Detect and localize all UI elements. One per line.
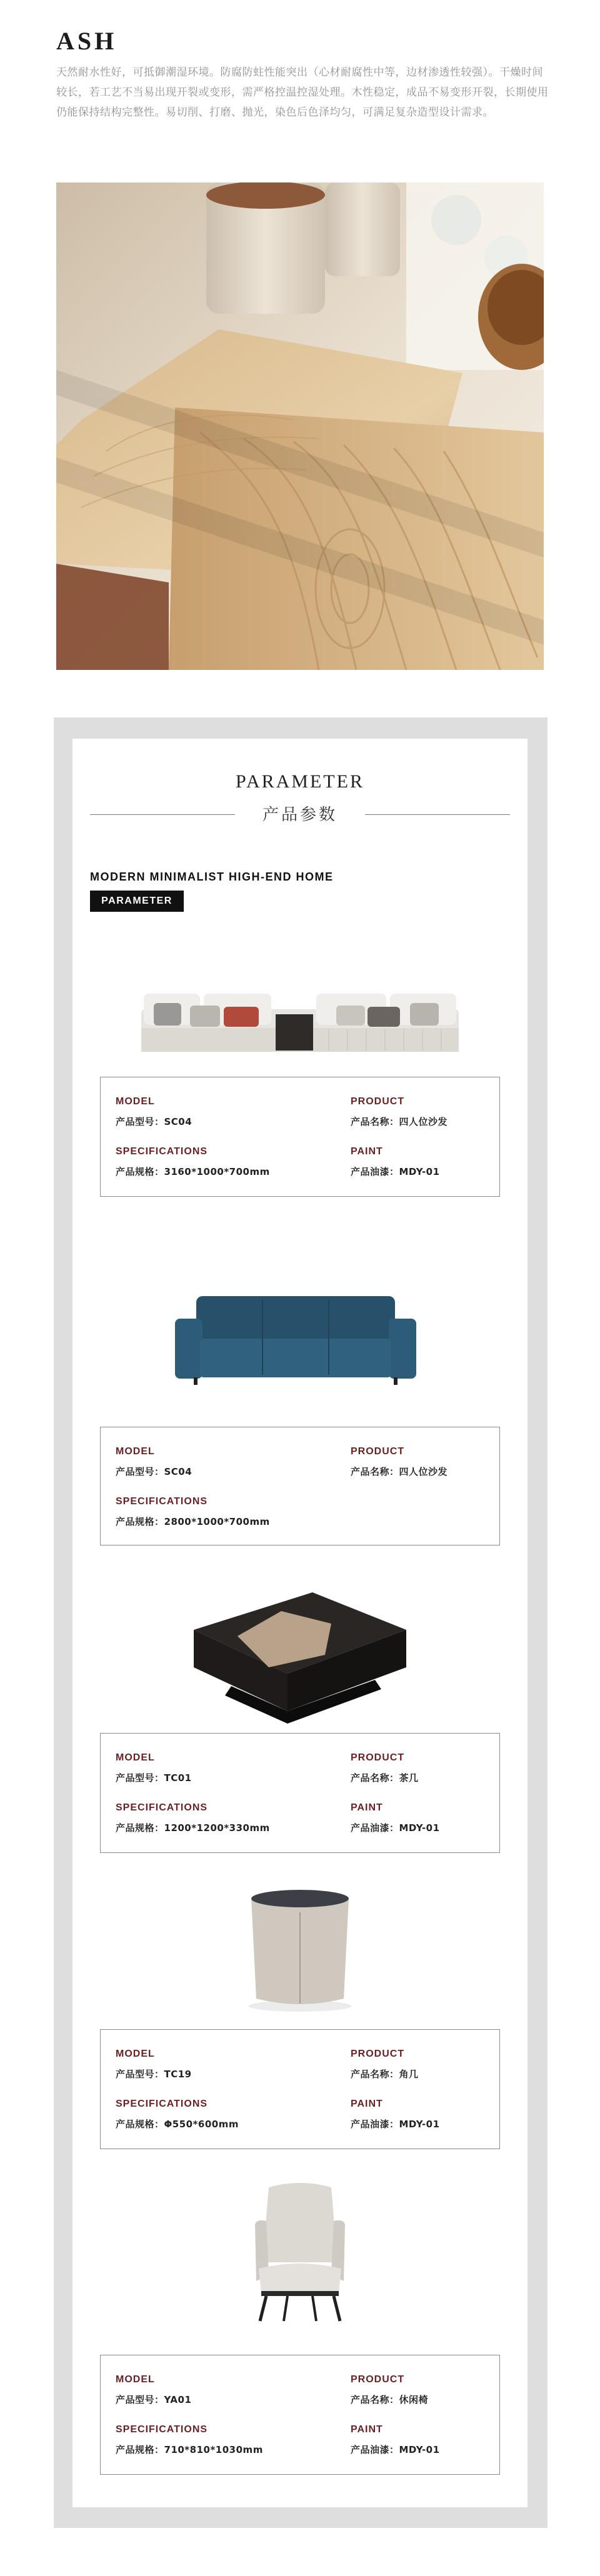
product-label: PRODUCT bbox=[351, 2049, 405, 2059]
model-label: MODEL bbox=[116, 2049, 155, 2059]
model-value: 产品型号：TC01 bbox=[116, 1772, 192, 1784]
model-label: MODEL bbox=[116, 1752, 155, 1763]
product-label: PRODUCT bbox=[351, 2374, 405, 2385]
paint-label: PAINT bbox=[351, 1802, 383, 1813]
specifications-value: 产品规格：2800*1000*700mm bbox=[116, 1516, 270, 1527]
ash-title: ASH bbox=[56, 27, 118, 55]
paint-value: 产品油漆：MDY-01 bbox=[351, 1166, 440, 1177]
divider-line-right bbox=[365, 814, 510, 815]
paint-cell bbox=[351, 1802, 440, 1834]
model-value: 产品型号：SC04 bbox=[116, 1116, 192, 1127]
paint-label: PAINT bbox=[351, 1146, 383, 1157]
specifications-value: 产品规格：1200*1200*330mm bbox=[116, 1822, 270, 1834]
paint-label: PAINT bbox=[351, 2424, 383, 2435]
product-cell bbox=[351, 1446, 448, 1478]
spec-card bbox=[100, 2355, 500, 2475]
model-cell bbox=[116, 2374, 191, 2406]
product-label: PRODUCT bbox=[351, 1752, 405, 1763]
side-table-image bbox=[245, 1887, 355, 2012]
specifications-label: SPECIFICATIONS bbox=[116, 1146, 208, 1157]
specifications-value: 产品规格：710*810*1030mm bbox=[116, 2444, 263, 2455]
parameter-subheading: 产品参数 bbox=[262, 806, 338, 824]
specifications-label: SPECIFICATIONS bbox=[116, 2424, 208, 2435]
specifications-cell bbox=[116, 1146, 270, 1178]
model-cell bbox=[116, 1446, 192, 1478]
product-label: PRODUCT bbox=[351, 1096, 405, 1107]
lounge-chair-image bbox=[244, 2181, 356, 2324]
blue-sofa-image bbox=[175, 1287, 416, 1386]
coffee-table-image bbox=[188, 1586, 412, 1730]
model-cell bbox=[116, 1096, 192, 1128]
sectional-sofa-image bbox=[141, 984, 459, 1053]
spec-card bbox=[100, 2029, 500, 2149]
product-value: 产品名称：角几 bbox=[351, 2069, 419, 2080]
specifications-label: SPECIFICATIONS bbox=[116, 1802, 208, 1813]
parameter-heading: PARAMETER bbox=[236, 771, 364, 792]
paint-value: 产品油漆：MDY-01 bbox=[351, 2119, 440, 2130]
model-value: 产品型号：YA01 bbox=[116, 2394, 192, 2405]
product-label: PRODUCT bbox=[351, 1446, 405, 1457]
specifications-value: 产品规格：Φ550*600mm bbox=[116, 2119, 239, 2130]
model-label: MODEL bbox=[116, 1446, 155, 1457]
specifications-cell bbox=[116, 1802, 270, 1834]
tagline: MODERN MINIMALIST HIGH-END HOME bbox=[90, 871, 334, 883]
spec-card bbox=[100, 1427, 500, 1545]
paint-cell bbox=[351, 2099, 440, 2130]
ash-description: 天然耐水性好，可抵御潮湿环境。防腐防蛀性能突出（心材耐腐性中等，边材渗透性较强）。干燥时间较长，若工艺不当易出现开裂或变形，需严格控温控湿处理。木性稳定，成品不易变形开裂，长期使用仍能保持结构完整性。易切削、打磨、抛光，染色后色泽均匀，可满足复杂造型设计需求。 bbox=[56, 66, 549, 119]
model-value: 产品型号：TC19 bbox=[116, 2069, 192, 2080]
product-value: 产品名称：四人位沙发 bbox=[351, 1466, 448, 1477]
specifications-value: 产品规格：3160*1000*700mm bbox=[116, 1166, 270, 1177]
model-label: MODEL bbox=[116, 2374, 155, 2385]
paint-cell bbox=[351, 2424, 440, 2456]
paint-cell bbox=[351, 1146, 440, 1178]
model-label: MODEL bbox=[116, 1096, 155, 1107]
product-cell bbox=[351, 2049, 419, 2080]
parameter-subheading-row bbox=[90, 802, 510, 827]
specifications-label: SPECIFICATIONS bbox=[116, 1496, 208, 1507]
paint-label: PAINT bbox=[351, 2099, 383, 2109]
product-value: 产品名称：四人位沙发 bbox=[351, 1116, 448, 1127]
paint-value: 产品油漆：MDY-01 bbox=[351, 2444, 440, 2455]
product-cell bbox=[351, 1752, 419, 1784]
spec-card bbox=[100, 1733, 500, 1853]
product-value: 产品名称：茶几 bbox=[351, 1772, 419, 1784]
product-cell bbox=[351, 1096, 448, 1128]
specifications-label: SPECIFICATIONS bbox=[116, 2099, 208, 2109]
ash-wood-photo bbox=[56, 182, 544, 670]
product-value: 产品名称：休闲椅 bbox=[351, 2394, 429, 2405]
paint-value: 产品油漆：MDY-01 bbox=[351, 1822, 440, 1834]
model-cell bbox=[116, 2049, 192, 2080]
model-value: 产品型号：SC04 bbox=[116, 1466, 192, 1477]
spec-card bbox=[100, 1077, 500, 1197]
specifications-cell bbox=[116, 2424, 263, 2456]
specifications-cell bbox=[116, 2099, 239, 2130]
specifications-cell bbox=[116, 1496, 270, 1528]
model-cell bbox=[116, 1752, 192, 1784]
parameter-badge: PARAMETER bbox=[90, 891, 184, 912]
product-cell bbox=[351, 2374, 428, 2406]
